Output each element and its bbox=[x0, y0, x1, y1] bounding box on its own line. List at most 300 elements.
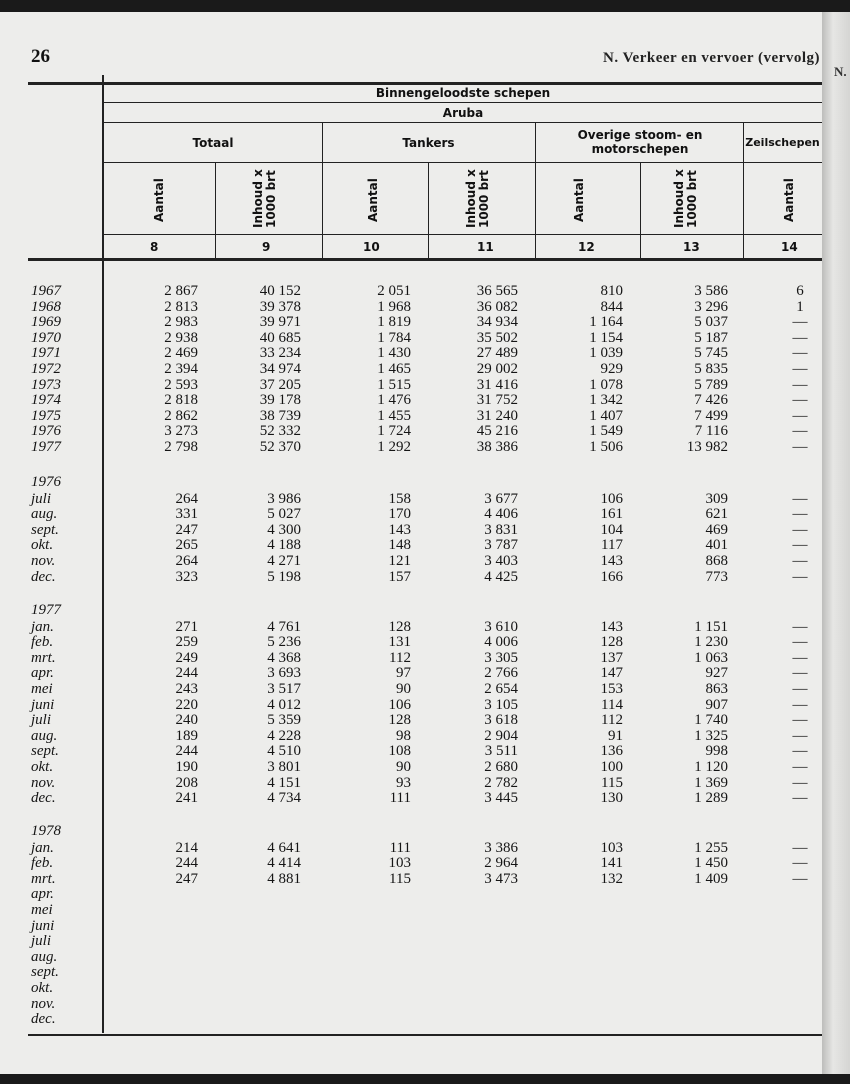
cell-col-10: 115 bbox=[389, 870, 411, 887]
cell-col-12: 103 bbox=[600, 839, 623, 856]
cell-col-9: 3 986 bbox=[267, 490, 301, 507]
cell-col-12: 114 bbox=[601, 696, 623, 713]
row-label: 1969 bbox=[31, 314, 61, 331]
row-label: 1974 bbox=[31, 392, 61, 409]
cell-col-10: 1 430 bbox=[377, 345, 411, 362]
section-heading bbox=[0, 474, 822, 490]
cell-col-11: 3 445 bbox=[484, 790, 518, 807]
cell-col-13: 1 289 bbox=[694, 790, 728, 807]
cell-col-12: 112 bbox=[601, 712, 623, 729]
table-row bbox=[0, 871, 822, 887]
cell-col-9: 37 205 bbox=[259, 376, 301, 393]
cell-col-9: 40 685 bbox=[259, 329, 301, 346]
cell-col-11: 34 934 bbox=[476, 314, 518, 331]
cell-col-9: 4 012 bbox=[267, 696, 301, 713]
table-row bbox=[0, 650, 822, 666]
cell-col-8: 189 bbox=[175, 727, 198, 744]
cell-col-9: 5 198 bbox=[267, 568, 301, 585]
cell-col-8: 244 bbox=[175, 665, 198, 682]
subhead-inhoud: Inhoud x 1000 brt bbox=[251, 169, 278, 228]
cell-col-14: — bbox=[792, 870, 808, 887]
row-label: jan. bbox=[31, 839, 54, 856]
cell-col-13: 1 151 bbox=[694, 618, 728, 635]
cell-col-10: 103 bbox=[388, 855, 411, 872]
section-year: 1977 bbox=[31, 602, 61, 618]
column-number: 14 bbox=[781, 240, 798, 254]
title-rule bbox=[104, 102, 822, 103]
table-row bbox=[0, 840, 822, 856]
row-label: 1967 bbox=[31, 283, 61, 299]
group-divider bbox=[535, 122, 536, 259]
row-label: 1971 bbox=[31, 345, 61, 362]
cell-col-12: 100 bbox=[600, 759, 623, 775]
table-row bbox=[0, 491, 822, 507]
table-row bbox=[0, 361, 822, 377]
cell-col-8: 2 867 bbox=[164, 283, 198, 299]
table-row bbox=[0, 330, 822, 346]
table-row bbox=[0, 522, 822, 538]
cell-col-10: 112 bbox=[389, 649, 411, 666]
row-label: nov. bbox=[31, 995, 56, 1012]
cell-col-13: 868 bbox=[705, 553, 728, 569]
cell-col-9: 34 974 bbox=[259, 361, 301, 377]
cell-col-12: 1 506 bbox=[589, 439, 623, 455]
row-label: 1973 bbox=[31, 376, 61, 393]
row-label: mrt. bbox=[31, 870, 56, 887]
cell-col-14: — bbox=[792, 407, 808, 424]
cell-col-8: 2 813 bbox=[164, 298, 198, 315]
cell-col-11: 4 425 bbox=[484, 568, 518, 585]
subhead-aantal: Aantal bbox=[572, 178, 586, 222]
row-label: juni bbox=[31, 917, 55, 934]
cell-col-14: — bbox=[792, 345, 808, 362]
cell-col-10: 157 bbox=[388, 568, 411, 585]
cell-col-14: — bbox=[792, 537, 808, 554]
cell-col-8: 323 bbox=[175, 568, 198, 585]
cell-col-9: 5 027 bbox=[267, 506, 301, 523]
table-row bbox=[0, 569, 822, 585]
row-label: feb. bbox=[31, 634, 54, 651]
cell-col-8: 243 bbox=[175, 681, 198, 697]
table-row bbox=[0, 759, 822, 775]
table-row bbox=[0, 299, 822, 315]
cell-col-11: 2 766 bbox=[484, 665, 518, 682]
cell-col-13: 1 120 bbox=[694, 759, 728, 775]
cell-col-10: 1 515 bbox=[377, 376, 411, 393]
row-label: apr. bbox=[31, 886, 54, 903]
cell-col-14: — bbox=[792, 839, 808, 856]
cell-col-11: 35 502 bbox=[476, 329, 518, 346]
row-label: okt. bbox=[31, 980, 54, 996]
cell-col-13: 5 037 bbox=[694, 314, 728, 331]
cell-col-11: 4 406 bbox=[484, 506, 518, 523]
cell-col-9: 4 641 bbox=[267, 839, 301, 856]
cell-col-10: 111 bbox=[389, 839, 411, 856]
cell-col-10: 148 bbox=[388, 537, 411, 554]
cell-col-9: 4 188 bbox=[267, 537, 301, 554]
cell-col-12: 117 bbox=[601, 537, 623, 554]
cell-col-12: 1 549 bbox=[589, 423, 623, 440]
cell-col-14: — bbox=[792, 774, 808, 791]
cell-col-11: 3 610 bbox=[484, 618, 518, 635]
cell-col-13: 1 409 bbox=[694, 870, 728, 887]
column-number: 10 bbox=[363, 240, 380, 254]
cell-col-9: 4 734 bbox=[267, 790, 301, 807]
row-label: sept. bbox=[31, 964, 59, 981]
row-label: dec. bbox=[31, 1011, 56, 1028]
cell-col-9: 3 517 bbox=[267, 681, 301, 697]
cell-col-13: 7 426 bbox=[694, 392, 728, 409]
cell-col-13: 773 bbox=[705, 568, 728, 585]
row-label: 1970 bbox=[31, 329, 61, 346]
sub-divider bbox=[640, 162, 641, 259]
cell-col-14: — bbox=[792, 376, 808, 393]
cell-col-14: — bbox=[792, 506, 808, 523]
cell-col-9: 5 236 bbox=[267, 634, 301, 651]
cell-col-9: 4 510 bbox=[267, 743, 301, 760]
top-rule bbox=[28, 82, 822, 85]
cell-col-12: 130 bbox=[600, 790, 623, 807]
cell-col-10: 1 819 bbox=[377, 314, 411, 331]
cell-col-13: 1 450 bbox=[694, 855, 728, 872]
cell-col-10: 121 bbox=[388, 553, 411, 569]
cell-col-9: 3 801 bbox=[267, 759, 301, 775]
cell-col-12: 132 bbox=[600, 870, 623, 887]
section-year: 1976 bbox=[31, 474, 61, 490]
table-row bbox=[0, 790, 822, 806]
cell-col-10: 128 bbox=[388, 712, 411, 729]
cell-col-9: 4 151 bbox=[267, 774, 301, 791]
subhead-aantal: Aantal bbox=[152, 178, 166, 222]
table-row bbox=[0, 697, 822, 713]
cell-col-13: 863 bbox=[705, 681, 728, 697]
cell-col-9: 3 693 bbox=[267, 665, 301, 682]
cell-col-12: 1 164 bbox=[589, 314, 623, 331]
row-label: juni bbox=[31, 696, 55, 713]
row-label: nov. bbox=[31, 553, 56, 569]
table-row bbox=[0, 392, 822, 408]
cell-col-13: 1 255 bbox=[694, 839, 728, 856]
cell-col-8: 2 818 bbox=[164, 392, 198, 409]
table-row bbox=[0, 918, 822, 934]
cell-col-14: — bbox=[792, 553, 808, 569]
cell-col-10: 1 784 bbox=[377, 329, 411, 346]
group-tankers: Tankers bbox=[402, 136, 455, 150]
cell-col-11: 36 082 bbox=[476, 298, 518, 315]
cell-col-12: 161 bbox=[600, 506, 623, 523]
cell-col-10: 93 bbox=[396, 774, 411, 791]
cell-col-13: 5 835 bbox=[694, 361, 728, 377]
cell-col-11: 27 489 bbox=[476, 345, 518, 362]
cell-col-11: 2 680 bbox=[484, 759, 518, 775]
cell-col-11: 3 105 bbox=[484, 696, 518, 713]
cell-col-12: 115 bbox=[601, 774, 623, 791]
cell-col-8: 2 862 bbox=[164, 407, 198, 424]
cell-col-9: 33 234 bbox=[259, 345, 301, 362]
cell-col-8: 249 bbox=[175, 649, 198, 666]
cell-col-13: 401 bbox=[705, 537, 728, 554]
cell-col-14: — bbox=[792, 618, 808, 635]
cell-col-12: 810 bbox=[600, 283, 623, 299]
cell-col-13: 1 230 bbox=[694, 634, 728, 651]
cell-col-12: 844 bbox=[600, 298, 623, 315]
cell-col-10: 108 bbox=[388, 743, 411, 760]
table-row bbox=[0, 314, 822, 330]
cell-col-12: 106 bbox=[600, 490, 623, 507]
subhead-inhoud: Inhoud x 1000 brt bbox=[672, 169, 699, 228]
cell-col-12: 1 078 bbox=[589, 376, 623, 393]
table-title: Binnengeloodste schepen bbox=[375, 86, 551, 100]
row-label: sept. bbox=[31, 521, 59, 538]
cell-col-11: 3 511 bbox=[484, 743, 518, 760]
cell-col-13: 7 499 bbox=[694, 407, 728, 424]
row-label: aug. bbox=[31, 948, 58, 965]
cell-col-9: 52 332 bbox=[259, 423, 301, 440]
cell-col-11: 4 006 bbox=[484, 634, 518, 651]
bottom-rule bbox=[28, 1034, 822, 1036]
cell-col-10: 97 bbox=[396, 665, 411, 682]
cell-col-8: 244 bbox=[175, 855, 198, 872]
cell-col-13: 3 586 bbox=[694, 283, 728, 299]
cell-col-9: 39 971 bbox=[259, 314, 301, 331]
cell-col-14: — bbox=[792, 681, 808, 697]
cell-col-12: 1 342 bbox=[589, 392, 623, 409]
cell-col-9: 40 152 bbox=[259, 283, 301, 299]
row-label: juli bbox=[31, 933, 52, 950]
cell-col-8: 271 bbox=[175, 618, 198, 635]
cell-col-12: 143 bbox=[600, 618, 623, 635]
cell-col-13: 1 063 bbox=[694, 649, 728, 666]
column-number: 9 bbox=[262, 240, 271, 254]
cell-col-8: 2 983 bbox=[164, 314, 198, 331]
row-label: 1977 bbox=[31, 439, 61, 455]
group-zeilschepen: Zeilschepen bbox=[745, 136, 820, 149]
row-label: feb. bbox=[31, 855, 54, 872]
subhead-aantal: Aantal bbox=[366, 178, 380, 222]
cell-col-12: 136 bbox=[600, 743, 623, 760]
cell-col-11: 38 386 bbox=[476, 439, 518, 455]
row-label: juli bbox=[31, 490, 52, 507]
cell-col-11: 3 618 bbox=[484, 712, 518, 729]
cell-col-12: 143 bbox=[600, 553, 623, 569]
cell-col-8: 3 273 bbox=[164, 423, 198, 440]
cell-col-11: 3 831 bbox=[484, 521, 518, 538]
cell-col-10: 98 bbox=[396, 727, 411, 744]
table-row bbox=[0, 1011, 822, 1027]
row-label: 1972 bbox=[31, 361, 61, 377]
cell-col-13: 927 bbox=[705, 665, 728, 682]
row-label: mei bbox=[31, 681, 53, 697]
cell-col-12: 141 bbox=[600, 855, 623, 872]
table-row bbox=[0, 537, 822, 553]
cell-col-8: 190 bbox=[175, 759, 198, 775]
cell-col-14: — bbox=[792, 727, 808, 744]
cell-col-8: 2 798 bbox=[164, 439, 198, 455]
sub-divider bbox=[428, 162, 429, 259]
cell-col-9: 4 228 bbox=[267, 727, 301, 744]
row-label: aug. bbox=[31, 727, 58, 744]
row-label: mei bbox=[31, 902, 53, 918]
cell-col-11: 3 787 bbox=[484, 537, 518, 554]
cell-col-11: 3 386 bbox=[484, 839, 518, 856]
cell-col-12: 128 bbox=[600, 634, 623, 651]
cell-col-11: 2 654 bbox=[484, 681, 518, 697]
subhead-aantal: Aantal bbox=[782, 178, 796, 222]
table-row bbox=[0, 855, 822, 871]
table-row bbox=[0, 886, 822, 902]
cell-col-14: — bbox=[792, 568, 808, 585]
table-row bbox=[0, 408, 822, 424]
group-totaal: Totaal bbox=[192, 136, 234, 150]
running-head: N. Verkeer en vervoer (vervolg) bbox=[603, 50, 820, 66]
cell-col-8: 331 bbox=[175, 506, 198, 523]
cell-col-11: 3 677 bbox=[484, 490, 518, 507]
cell-col-14: — bbox=[792, 439, 808, 455]
cell-col-13: 7 116 bbox=[694, 423, 728, 440]
cell-col-12: 166 bbox=[600, 568, 623, 585]
cell-col-14: — bbox=[792, 855, 808, 872]
cell-col-14: — bbox=[792, 361, 808, 377]
cell-col-13: 1 740 bbox=[694, 712, 728, 729]
section-year: 1978 bbox=[31, 823, 61, 839]
column-number: 11 bbox=[477, 240, 494, 254]
cell-col-8: 244 bbox=[175, 743, 198, 760]
cell-col-12: 1 154 bbox=[589, 329, 623, 346]
cell-col-14: — bbox=[792, 759, 808, 775]
sub-divider bbox=[215, 162, 216, 259]
cell-col-8: 247 bbox=[175, 521, 198, 538]
cell-col-10: 131 bbox=[388, 634, 411, 651]
row-label: dec. bbox=[31, 790, 56, 807]
cell-col-9: 4 271 bbox=[267, 553, 301, 569]
table-row bbox=[0, 902, 822, 918]
cell-col-10: 1 455 bbox=[377, 407, 411, 424]
cell-col-14: — bbox=[792, 490, 808, 507]
cell-col-11: 3 403 bbox=[484, 553, 518, 569]
table-row bbox=[0, 996, 822, 1012]
table-row bbox=[0, 933, 822, 949]
row-label: sept. bbox=[31, 743, 59, 760]
cell-col-12: 929 bbox=[600, 361, 623, 377]
cell-col-9: 4 300 bbox=[267, 521, 301, 538]
row-label: mrt. bbox=[31, 649, 56, 666]
column-number: 13 bbox=[683, 240, 700, 254]
cell-col-14: — bbox=[792, 649, 808, 666]
cell-col-10: 111 bbox=[389, 790, 411, 807]
cell-col-13: 5 745 bbox=[694, 345, 728, 362]
cell-col-14: — bbox=[792, 634, 808, 651]
cell-col-14: 6 bbox=[796, 283, 804, 299]
cell-col-8: 259 bbox=[175, 634, 198, 651]
row-label: okt. bbox=[31, 759, 54, 775]
cell-col-14: — bbox=[792, 314, 808, 331]
cell-col-11: 3 473 bbox=[484, 870, 518, 887]
cell-col-11: 2 782 bbox=[484, 774, 518, 791]
cell-col-8: 2 938 bbox=[164, 329, 198, 346]
table-row bbox=[0, 743, 822, 759]
cell-col-12: 1 407 bbox=[589, 407, 623, 424]
cell-col-12: 153 bbox=[600, 681, 623, 697]
cell-col-13: 5 789 bbox=[694, 376, 728, 393]
cell-col-13: 309 bbox=[705, 490, 728, 507]
cell-col-14: — bbox=[792, 743, 808, 760]
island-heading: Aruba bbox=[442, 106, 484, 120]
cell-col-11: 45 216 bbox=[476, 423, 518, 440]
cell-col-9: 5 359 bbox=[267, 712, 301, 729]
row-label: 1968 bbox=[31, 298, 61, 315]
cell-col-13: 3 296 bbox=[694, 298, 728, 315]
cell-col-10: 143 bbox=[388, 521, 411, 538]
page-number: 26 bbox=[31, 46, 50, 67]
cell-col-8: 220 bbox=[175, 696, 198, 713]
colnum-rule bbox=[104, 234, 822, 235]
row-label: jan. bbox=[31, 618, 54, 635]
cell-col-11: 3 305 bbox=[484, 649, 518, 666]
table-row bbox=[0, 949, 822, 965]
cell-col-11: 36 565 bbox=[476, 283, 518, 299]
row-label: nov. bbox=[31, 774, 56, 791]
cell-col-14: — bbox=[792, 696, 808, 713]
cell-col-14: — bbox=[792, 329, 808, 346]
table-row bbox=[0, 712, 822, 728]
table-row bbox=[0, 439, 822, 455]
cell-col-8: 264 bbox=[175, 553, 198, 569]
cell-col-12: 137 bbox=[600, 649, 623, 666]
cell-col-8: 241 bbox=[175, 790, 198, 807]
subhead-inhoud: Inhoud x 1000 brt bbox=[464, 169, 491, 228]
table-row bbox=[0, 423, 822, 439]
section-heading bbox=[0, 602, 822, 618]
cell-col-11: 2 904 bbox=[484, 727, 518, 744]
cell-col-14: — bbox=[792, 665, 808, 682]
row-label: dec. bbox=[31, 568, 56, 585]
cell-col-9: 4 881 bbox=[267, 870, 301, 887]
table-row bbox=[0, 665, 822, 681]
cell-col-9: 4 368 bbox=[267, 649, 301, 666]
table-row bbox=[0, 980, 822, 996]
cell-col-11: 29 002 bbox=[476, 361, 518, 377]
cell-col-9: 39 378 bbox=[259, 298, 301, 315]
cell-col-10: 1 465 bbox=[377, 361, 411, 377]
cell-col-9: 39 178 bbox=[259, 392, 301, 409]
cell-col-9: 4 414 bbox=[267, 855, 301, 872]
cell-col-8: 2 469 bbox=[164, 345, 198, 362]
cell-col-13: 907 bbox=[705, 696, 728, 713]
table-row bbox=[0, 283, 822, 299]
cell-col-13: 1 325 bbox=[694, 727, 728, 744]
row-label: aug. bbox=[31, 506, 58, 523]
cell-col-11: 31 240 bbox=[476, 407, 518, 424]
cell-col-8: 265 bbox=[175, 537, 198, 554]
cell-col-14: — bbox=[792, 712, 808, 729]
section-heading bbox=[0, 823, 822, 839]
column-number: 8 bbox=[150, 240, 159, 254]
table-row bbox=[0, 775, 822, 791]
cell-col-14: — bbox=[792, 392, 808, 409]
cell-col-8: 240 bbox=[175, 712, 198, 729]
cell-col-8: 2 394 bbox=[164, 361, 198, 377]
column-number: 12 bbox=[578, 240, 595, 254]
cell-col-9: 4 761 bbox=[267, 618, 301, 635]
cell-col-9: 38 739 bbox=[259, 407, 301, 424]
cell-col-10: 106 bbox=[388, 696, 411, 713]
row-label: apr. bbox=[31, 665, 54, 682]
table-row bbox=[0, 634, 822, 650]
table-row bbox=[0, 728, 822, 744]
cell-col-8: 264 bbox=[175, 490, 198, 507]
cell-col-13: 1 369 bbox=[694, 774, 728, 791]
cell-col-13: 5 187 bbox=[694, 329, 728, 346]
